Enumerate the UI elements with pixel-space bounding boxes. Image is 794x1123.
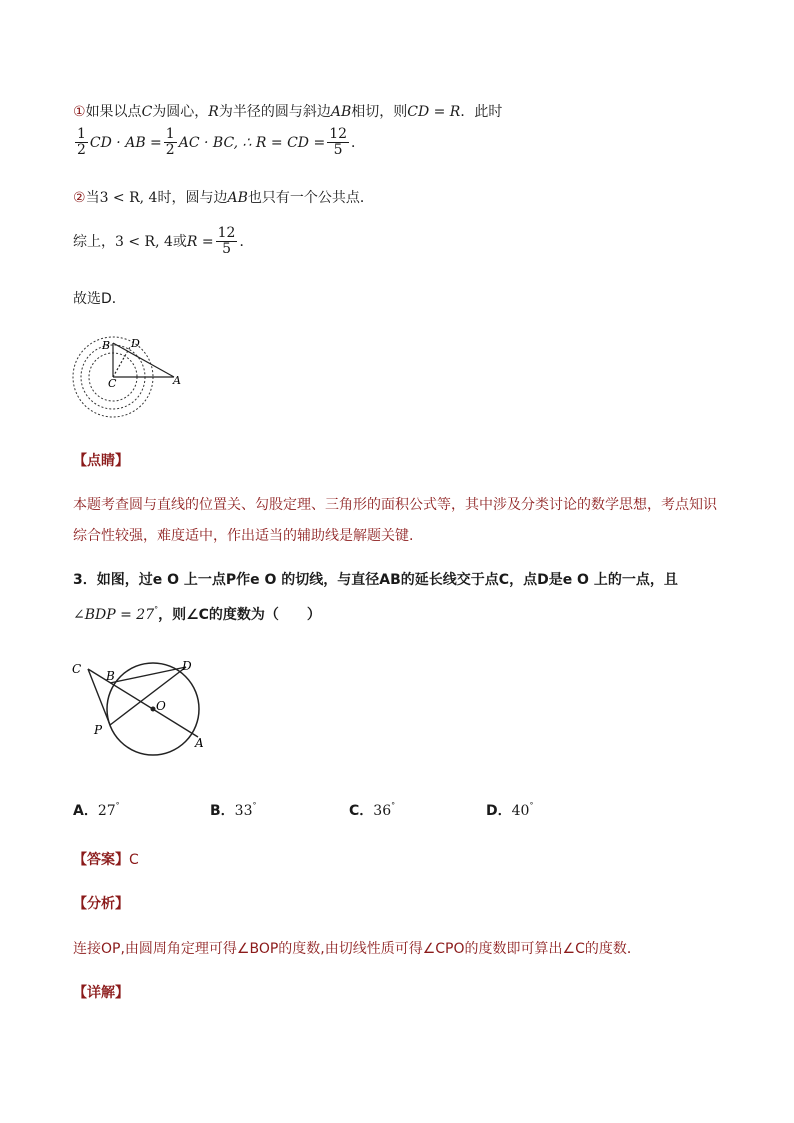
dianjing-text-1: 本题考查圆与直线的位置关、勾股定理、三角形的面积公式等，其中涉及分类讨论的数学思想，考点知识 bbox=[73, 497, 717, 513]
analysis-text: 连接OP,由圆周角定理可得∠BOP的度数,由切线性质可得∠CPO的度数即可算出∠C的度数． bbox=[73, 941, 641, 957]
label-b: B bbox=[102, 339, 111, 352]
conclusion-line: 故选D． bbox=[73, 291, 126, 307]
fraction-one-half: $\frac{1}{2}$ bbox=[77, 126, 86, 158]
option-b[interactable]: B．33° bbox=[210, 801, 257, 819]
segment-ba bbox=[113, 343, 174, 377]
circle-triangle-figure bbox=[70, 325, 190, 420]
option-d[interactable]: D．40° bbox=[486, 801, 534, 819]
label-o: O bbox=[156, 699, 166, 713]
answer-value: C bbox=[129, 852, 139, 868]
dianjing-text-2: 综合性较强，难度适中，作出适当的辅助线是解题关键. bbox=[73, 528, 414, 544]
solution-line-1: ①如果以点C为圆心，R为半径的圆与斜边AB相切，则CD = R．此时 bbox=[73, 104, 503, 120]
label-c: C bbox=[72, 662, 82, 676]
label-d: D bbox=[182, 659, 192, 673]
label-p: P bbox=[94, 723, 103, 737]
dianjing-heading: 【点睛】 bbox=[73, 453, 129, 469]
label-b: B bbox=[106, 669, 115, 683]
segment-cd bbox=[113, 347, 130, 377]
question-3-line-1: 3．如图，过e O 上一点P作e O 的切线，与直径AB的延长线交于点C，点D是e O 上的一点，且 bbox=[73, 572, 678, 588]
solution-line-4: 综上，3 < R, 4或R = $\frac{12}{5}$ ． bbox=[73, 225, 254, 257]
question-3-line-2: ∠BDP = 27°，则∠C的度数为（ ） bbox=[73, 605, 321, 623]
fraction-one-half-2: $\frac{1}{2}$ bbox=[165, 126, 175, 158]
label-c: C bbox=[108, 377, 117, 390]
solution-line-3: ②当3 < R, 4时，圆与边AB也只有一个公共点． bbox=[73, 190, 374, 206]
fraction-twelve-fifths: $\frac{12}{5}$ bbox=[329, 126, 348, 158]
solution-line-2: $\frac{1}{2}$ CD · AB = $\frac{1}{2}$ AC · BC, ∴ R = CD = $\frac{12}{5}$ ． bbox=[77, 126, 366, 158]
option-c[interactable]: C．36° bbox=[349, 801, 396, 819]
center-dot-o bbox=[151, 707, 156, 712]
line-ca bbox=[88, 669, 198, 737]
detail-heading: 【详解】 bbox=[73, 985, 129, 1001]
circle-tangent-figure bbox=[68, 655, 218, 760]
circled-marker-1: ① bbox=[73, 104, 86, 120]
answer-heading: 【答案】 bbox=[73, 852, 129, 868]
option-a[interactable]: A．27° bbox=[73, 801, 120, 819]
label-d: D bbox=[131, 337, 140, 350]
fraction-twelve-fifths-2: $\frac{12}{5}$ bbox=[217, 225, 236, 257]
label-a: A bbox=[173, 374, 181, 387]
label-a: A bbox=[195, 736, 204, 750]
analysis-heading: 【分析】 bbox=[73, 896, 129, 912]
answer-line bbox=[73, 849, 139, 869]
circled-marker-2: ② bbox=[73, 190, 86, 206]
